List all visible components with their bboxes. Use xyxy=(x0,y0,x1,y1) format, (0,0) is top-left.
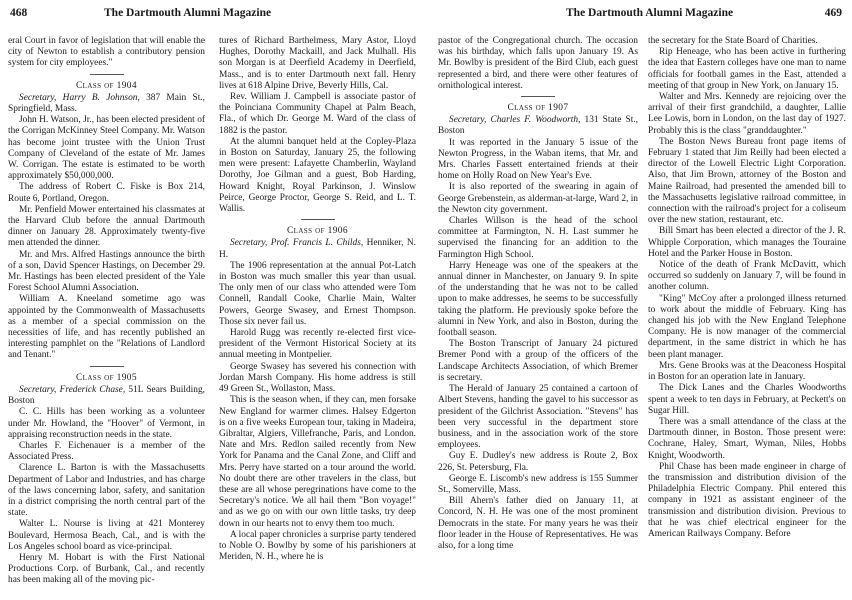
page-number: 468 xyxy=(10,7,28,19)
paragraph: Phil Chase has been made engineer in charge of the transmission and distribution division of the Philadelphia Electric Company. Phil entered this company in 1921 as assistant engineer of the transmission and distribution division. Previous to that he was chief electrical engineer for the American Railways Company. Before xyxy=(648,461,846,539)
paragraph: Clarence L. Barton is with the Massachusetts Department of Labor and Industries, and has charge of the laws concerning labor, safety, and sanitation in a district comprising the north central part of the state. xyxy=(8,463,205,519)
paragraph: William A. Kneeland sometime ago was appointed by the Commonwealth of Massachusetts as a member of a special commission on the necessities of life, and has recently published an interesting pamphlet on the "Relations of Landlord and Tenant." xyxy=(8,294,205,361)
paragraph: The 1906 representation at the annual Pot-Latch in Boston was much smaller this year than usual. The only men of our class who attended were Tom Connell, Randall Cooke, Charlie Main, Walter Powers, George Swasey, and Ernest Thompson. Those six never fail us. xyxy=(219,260,416,327)
right-page-header xyxy=(566,7,846,23)
paragraph: George E. Liscomb's new address is 155 Summer St., Somerville, Mass. xyxy=(438,473,638,495)
secretary-label: Secretary, Harry B. Johnson, xyxy=(19,92,140,103)
paragraph: George Swasey has severed his connection with Jordan Marsh Company. His home address is still 49 Green St., Wollaston, Mass. xyxy=(219,361,416,395)
left-page-header xyxy=(10,7,410,23)
paragraph: Rev. William J. Campbell is associate pastor of the Poinciana Community Chapel at Palm Beach, Fla., of which Dr. George M. Ward of the class of 1882 is the pastor. xyxy=(219,92,416,136)
secretary-line xyxy=(438,115,638,137)
paragraph: Notice of the death of Frank McDavitt, which occurred so suddenly on January 7, will be found in another column. xyxy=(648,260,846,293)
secretary-address: Henniker, N. H. xyxy=(219,238,416,260)
paragraph: The Herald of January 25 contained a cartoon of Albert Stevens, handing the gavel to his successor as president of the Gilchrist Association. "Stevens" has been very successful in the department store business, and in the association work of the store employees. xyxy=(438,384,638,451)
section-rule xyxy=(521,96,555,97)
paragraph: John H. Watson, Jr., has been elected president of the Corrigan McKinney Steel Company. Mr. Watson has become joint trustee with the Union Trust Company of Cleveland of the estate of Mr. James W. Corrigan. The estate is estimated to be worth approximately $50,000,000. xyxy=(8,115,205,182)
running-title: The Dartmouth Alumni Magazine xyxy=(104,7,272,19)
paragraph: tures of Richard Barthelmess, Mary Astor, Lloyd Hughes, Dorothy Mackaill, and Jack Mulhall. His son Morgan is at Deerfield Academy in Deerfield, Mass., and is to enter Dartmouth next fall. Henry lives at 618 Alpine Drive, Beverly Hills, Cal. xyxy=(219,36,416,91)
paragraph: Mrs. Gene Brooks was at the Deaconess Hospital in Boston for an operation late in January. xyxy=(648,360,846,383)
left-page-column-2 xyxy=(219,36,416,596)
paragraph: Henry M. Hobart is with the First National Productions Corp. of Burbank, Cal., and recently has been making all of the moving pic- xyxy=(8,552,205,586)
paragraph: Harry Heneage was one of the speakers at the annual dinner in Manchester, on January 9. In spite of the understanding that he was not to be called upon to make addresses, he seems to be successfully taking the platform. He previously spoke before the alumni in New York, and also in Boston, during the football season. xyxy=(438,260,638,339)
running-title: The Dartmouth Alumni Magazine xyxy=(566,7,734,19)
class-heading: Class of 1905 xyxy=(76,372,137,383)
page-number: 469 xyxy=(824,7,842,19)
paragraph: Bill Smart has been elected a director of the J. R. Whipple Corporation, which manages the Touraine Hotel and the Parker House in Boston. xyxy=(648,226,846,259)
left-page-column-1 xyxy=(8,36,205,596)
secretary-address: 51L Sears Building, Boston xyxy=(8,384,205,407)
paragraph: Guy E. Dudley's new address is Route 2, Box 226, St. Petersburg, Fla. xyxy=(438,451,638,473)
paragraph: Harold Rugg was recently re-elected first vice-president of the Vermont Historical Society at its annual meeting in Montpelier. xyxy=(219,328,416,361)
paragraph: Mr. Penfield Mower entertained his classmates at the Harvard Club before the annual Dartmouth dinner on January 28. Approximately twenty-five men attended the dinner. xyxy=(8,204,205,249)
paragraph: Charles Willson is the head of the school committee at Farmington, N. H. Last summer he supervised the financing for an addition to the Farmington High School. xyxy=(438,216,638,260)
paragraph: Bill Ahern's father died on January 11, at Concord, N. H. He was one of the most prominent Democrats in the state. For many years he was their floor leader in the House of Representatives. He was also, for a long time xyxy=(438,496,638,551)
class-heading: Class of 1904 xyxy=(76,80,137,91)
section-rule xyxy=(90,74,124,75)
paragraph: It is also reported of the swearing in again of George Grebenstein, as alderman-at-large, Ward 2, in the Newton city government. xyxy=(438,182,638,215)
paragraph: At the alumni banquet held at the Copley-Plaza in Boston on Saturday, January 25, the following men were present: Lafayette Chamberlin, Wayland Dorothy, Joe Gilman and a guest, Bob Harding, Howard Knight, Royal Parkinson, J. Winslow Peirce, George Proctor, George S. Reid, and L. T. Wallis. xyxy=(219,136,416,215)
right-page xyxy=(426,0,852,600)
secretary-line xyxy=(8,93,205,115)
paragraph: There was a small attendance of the class at the Dartmouth dinner, in Boston. Those present were: Cochrane, Haley, Smart, Wyman, Niles, Hobbs Knight, Woodworth. xyxy=(648,416,846,461)
paragraph: eral Court in favor of legislation that will enable the city of Newton to establish a contributory pension system for city employees." xyxy=(8,36,205,69)
paragraph: the secretary for the State Board of Charities. xyxy=(648,36,818,46)
secretary-address: 387 Main St., Springfield, Mass. xyxy=(8,92,205,115)
secretary-address: 131 State St., Boston xyxy=(438,115,638,137)
paragraph: The address of Robert C. Fiske is Box 214, Route 6, Portland, Oregon. xyxy=(8,182,205,204)
secretary-label: Secretary, Prof. Francis L. Childs, xyxy=(230,238,364,249)
right-page-column-2 xyxy=(648,36,846,596)
paragraph: Charles F. Eichenauer is a member of the Associated Press. xyxy=(8,440,205,463)
secretary-line xyxy=(8,385,205,407)
paragraph: pastor of the Congregational church. The occasion was his birthday, which falls upon January 19. As Mr. Bowlby is president of the Bird Club, each guest represented a bird, and there were other features of ornithological interest. xyxy=(438,36,638,91)
paragraph: The Dick Lanes and the Charles Woodworths spent a week to ten days in February, at Peckett's on Sugar Hill. xyxy=(648,383,846,416)
paragraph: The Boston News Bureau front page items of February 1 stated that Jim Reilly had been elected a director of the Lowell Electric Light Corporation. Also, that Jim Brown, attorney of the Boston and Maine Railroad, had presented the amended bill to the Massachusetts legislative railroad committee, in connection with the railroad's project for a coliseum over the new station, restaurant, etc. xyxy=(648,136,846,226)
section-rule xyxy=(301,219,335,220)
secretary-line xyxy=(219,238,416,260)
paragraph: It was reported in the January 5 issue of the Newton Progress, in the Waban items, that Mr. and Mrs. Charles Fassett entertained friends at their home on Holly Road on New Year's Eve. xyxy=(438,137,638,182)
paragraph: "King" McCoy after a prolonged illness returned to work about the middle of February. King has changed his job with the New England Telephone Company. He is now manager of the commercial department, in the same district in which he has been plant manager. xyxy=(648,293,846,360)
right-page-column-1 xyxy=(438,36,638,596)
paragraph: C. C. Hills has been working as a volunteer under Mr. Howland, the "Hoover" of Vermont, in appraising reconstruction needs in the state. xyxy=(8,407,205,440)
class-heading: Class of 1907 xyxy=(507,103,569,114)
paragraph: Walter L. Nourse is living at 421 Monterey Boulevard, Hermosa Beach, Cal., and is with the Los Angeles school board as vice-principal. xyxy=(8,519,205,552)
paragraph: Mr. and Mrs. Alfred Hastings announce the birth of a son, David Spencer Hastings, on December 29. Mr. Hastings has been elected president of the Yale Forest School Alumni Association. xyxy=(8,249,205,294)
paragraph: Rip Heneage, who has been active in furthering the idea that Eastern colleges have one man to name officials for football games in the East, attended a meeting of that group in New York, on January 15. xyxy=(648,47,846,91)
section-rule xyxy=(90,366,124,367)
class-heading: Class of 1906 xyxy=(287,226,348,237)
secretary-label: Secretary, Charles F. Woodworth, xyxy=(449,115,581,126)
secretary-label: Secretary, Frederick Chase, xyxy=(19,384,126,395)
paragraph: The Boston Transcript of January 24 pictured Bremer Pond with a group of the officers of the Landscape Architects Association, of which Bremer is secretary. xyxy=(438,339,638,383)
paragraph: This is the season when, if they can, men forsake New England for warmer climes. Halsey Edgerton is on a five weeks European tour, taking in Madeira, Gibraltar, Algiers, Villefranche, Paris, and London. Nate and Mrs. Redlon sailed recently from New York for Panama and the Canal Zone, and Cliff and Mrs. Perry have started on a tour around the world. No doubt there are other travelers in the class, but these are all whose peregrinations have come to the Secretary's notice. We all hail them "Bon voyage!" and as we go on with our own little tasks, try deep down in our hearts not to envy them too much. xyxy=(219,395,416,529)
paragraph: Walter and Mrs. Kennedy are rejoicing over the arrival of their first grandchild, a daughter, Lallie Lee Lowis, born in London, on the last day of 1927. Probably this is the class "granddaughter." xyxy=(648,92,846,136)
paragraph: A local paper chronicles a surprise party tendered to Noble O. Bowlby by some of his parishioners at Meriden, N. H., where he is xyxy=(219,529,416,563)
